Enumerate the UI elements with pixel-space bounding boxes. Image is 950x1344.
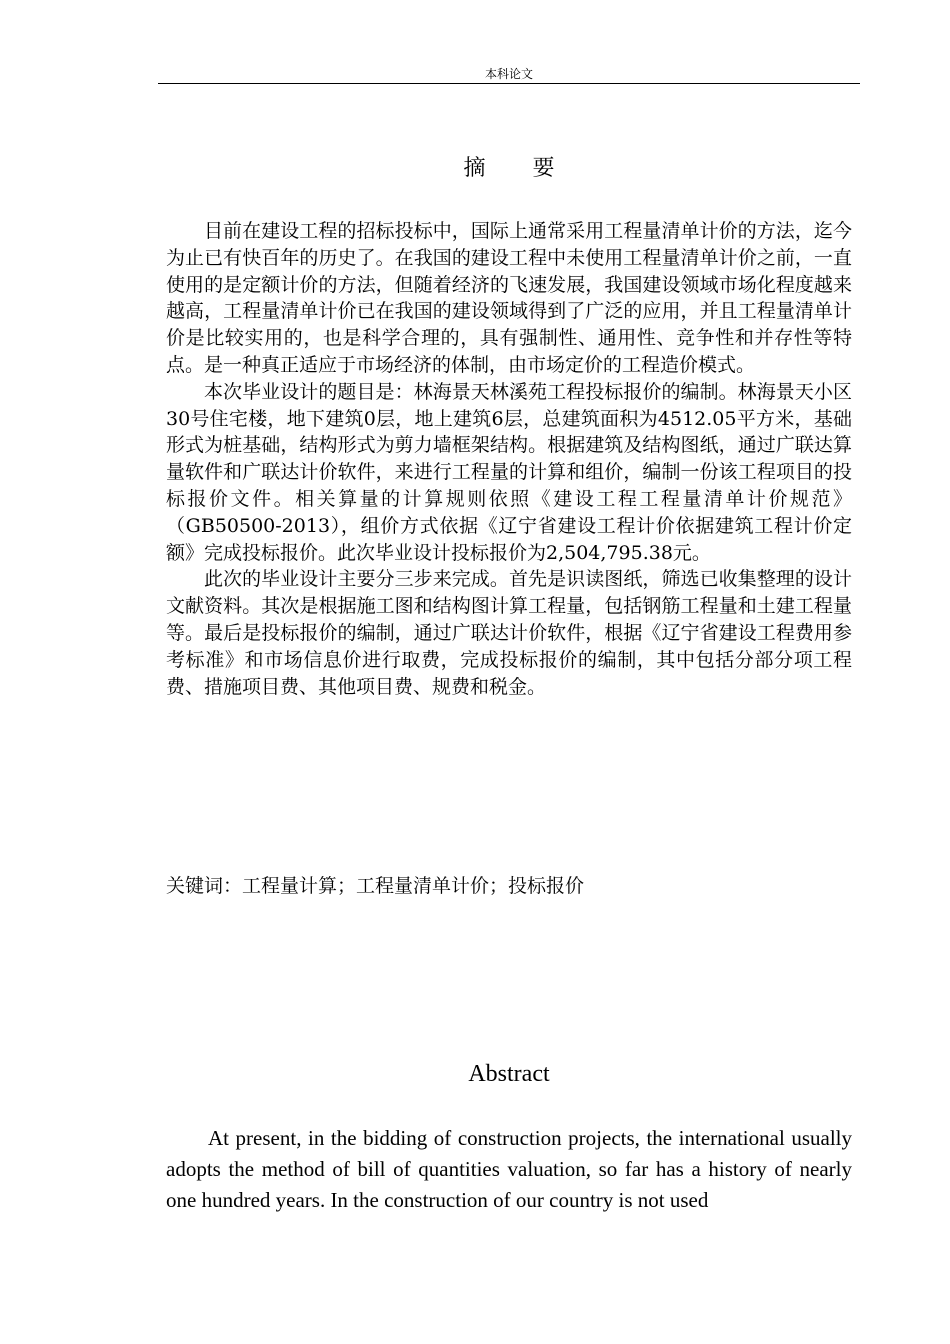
abstract-cn-body (166, 218, 852, 700)
running-header: 本科论文 (484, 67, 533, 81)
keywords-line (166, 873, 852, 900)
abstract-en-body (166, 1123, 852, 1216)
header-rule (158, 83, 860, 84)
abstract-en-paragraph-1: At present, in the bidding of construction projects, the international usually adopts the method of bill of quantities valuation, so far has a history of nearly one hundred years. In the construction of our country is not used (166, 1126, 852, 1212)
abstract-cn-paragraph-2: 本次毕业设计的题目是：林海景天林溪苑工程投标报价的编制。林海景天小区30号住宅楼，地下建筑0层，地上建筑6层，总建筑面积为4512.05平方米，基础形式为桩基础，结构形式为剪力墙框架结构。根据建筑及结构图纸，通过广联达算量软件和广联达计价软件，来进行工程量的计算和组价，编制一份该工程项目的投标报价文件。相关算量的计算规则依照《建设工程工程量清单计价规范》（GB50500-2013），组价方式依据《辽宁省建设工程计价依据建筑工程计价定额》完成投标报价。此次毕业设计投标报价为2,504,795.38元。 (166, 380, 852, 564)
keywords-values: 工程量计算；工程量清单计价；投标报价 (242, 875, 585, 897)
abstract-cn-title: 摘 要 (463, 156, 575, 181)
abstract-en-title: Abstract (468, 1061, 550, 1087)
keywords-label: 关键词： (166, 875, 243, 897)
abstract-cn-paragraph-1: 目前在建设工程的招标投标中，国际上通常采用工程量清单计价的方法，迄今为止已有快百年的历史了。在我国的建设工程中未使用工程量清单计价之前，一直使用的是定额计价的方法，但随着经济的飞速发展，我国建设领域市场化程度越来越高，工程量清单计价已在我国的建设领域得到了广泛的应用，并且工程量清单计价是比较实用的，也是科学合理的，具有强制性、通用性、竞争性和并存性等特点。是一种真正适应于市场经济的体制，由市场定价的工程造价模式。 (166, 220, 852, 376)
abstract-cn-paragraph-3: 此次的毕业设计主要分三步来完成。首先是识读图纸，筛选已收集整理的设计文献资料。其次是根据施工图和结构图计算工程量，包括钢筋工程量和土建工程量等。最后是投标报价的编制，通过广联达计价软件，根据《辽宁省建设工程费用参考标准》和市场信息价进行取费，完成投标报价的编制，其中包括分部分项工程费、措施项目费、其他项目费、规费和税金。 (166, 568, 852, 698)
